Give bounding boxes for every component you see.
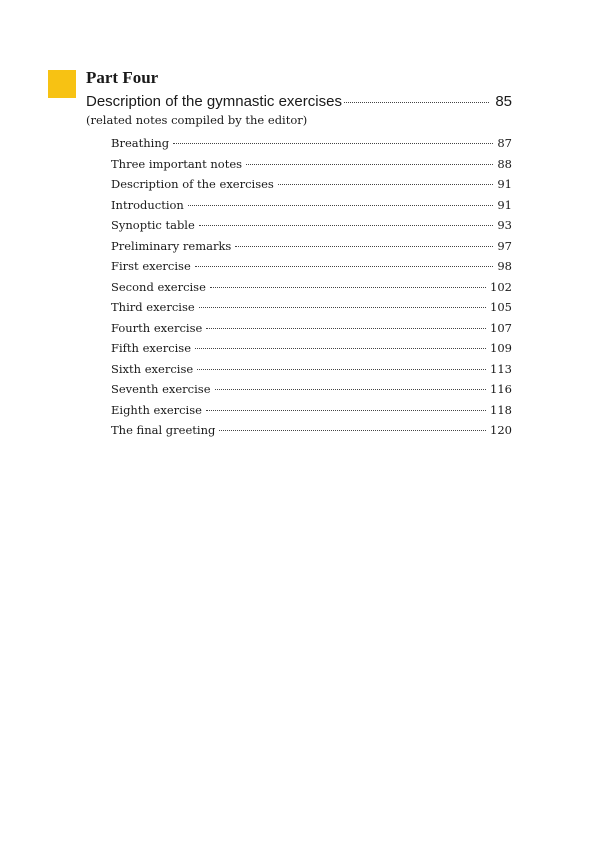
entry-page-number: 105 bbox=[490, 300, 512, 314]
entry-label: Eighth exercise bbox=[111, 402, 202, 417]
entry-label: Three important notes bbox=[111, 156, 243, 171]
toc-entry[interactable] bbox=[111, 382, 512, 403]
toc-entry[interactable] bbox=[111, 239, 512, 260]
dot-leader bbox=[210, 287, 486, 288]
toc-entry[interactable] bbox=[111, 423, 512, 444]
entry-label: Sixth exercise bbox=[111, 361, 194, 376]
dot-leader bbox=[215, 389, 487, 390]
entry-label: Synoptic table bbox=[111, 218, 195, 232]
toc-entries-list bbox=[111, 136, 512, 444]
entry-page-number: 93 bbox=[497, 218, 512, 232]
entry-page-number: 113 bbox=[490, 361, 512, 376]
entry-label: First exercise bbox=[111, 259, 191, 273]
toc-entry[interactable] bbox=[111, 300, 512, 321]
toc-entry[interactable] bbox=[111, 136, 512, 157]
dot-leader bbox=[197, 369, 486, 370]
entry-page-number: 97 bbox=[497, 238, 512, 253]
dot-leader bbox=[195, 348, 486, 349]
entry-label: Seventh exercise bbox=[111, 382, 211, 396]
entry-label: Description of the exercises bbox=[111, 177, 274, 191]
entry-label: Preliminary remarks bbox=[111, 238, 232, 253]
entry-page-number: 116 bbox=[490, 382, 512, 396]
entry-page-number: 87 bbox=[497, 136, 512, 150]
dot-leader bbox=[206, 410, 486, 411]
toc-entry[interactable] bbox=[111, 403, 512, 424]
dot-leader bbox=[344, 102, 489, 103]
dot-leader bbox=[188, 205, 494, 206]
entry-label: Second exercise bbox=[111, 279, 206, 294]
entry-page-number: 91 bbox=[497, 177, 512, 191]
entry-label: Breathing bbox=[111, 136, 170, 150]
dot-leader bbox=[206, 328, 486, 329]
toc-entry[interactable] bbox=[111, 259, 512, 280]
dot-leader bbox=[199, 307, 486, 308]
entry-label: Introduction bbox=[111, 197, 184, 212]
toc-entry[interactable] bbox=[111, 198, 512, 219]
toc-entry[interactable] bbox=[111, 157, 512, 178]
toc-entry[interactable] bbox=[111, 280, 512, 301]
entry-page-number: 88 bbox=[497, 156, 512, 171]
dot-leader bbox=[235, 246, 493, 247]
dot-leader bbox=[173, 143, 493, 144]
part-title: Part Four bbox=[86, 68, 159, 87]
entry-page-number: 118 bbox=[490, 402, 512, 417]
entry-label: The final greeting bbox=[111, 423, 216, 437]
part-marker-square bbox=[48, 70, 76, 98]
toc-chapter-entry[interactable] bbox=[86, 93, 512, 110]
entry-label: Fourth exercise bbox=[111, 320, 203, 335]
entry-label: Third exercise bbox=[111, 300, 195, 314]
chapter-subtitle: (related notes compiled by the editor) bbox=[86, 113, 308, 127]
entry-page-number: 91 bbox=[497, 197, 512, 212]
entry-page-number: 98 bbox=[497, 259, 512, 273]
dot-leader bbox=[199, 225, 494, 226]
entry-page-number: 120 bbox=[490, 423, 512, 437]
toc-entry[interactable] bbox=[111, 177, 512, 198]
entry-page-number: 107 bbox=[490, 320, 512, 335]
dot-leader bbox=[246, 164, 493, 165]
toc-entry[interactable] bbox=[111, 218, 512, 239]
chapter-title: Description of the gymnastic exercises bbox=[86, 93, 342, 110]
chapter-page-number: 85 bbox=[495, 93, 512, 110]
entry-label: Fifth exercise bbox=[111, 341, 192, 355]
dot-leader bbox=[195, 266, 494, 267]
toc-entry[interactable] bbox=[111, 341, 512, 362]
toc-entry[interactable] bbox=[111, 362, 512, 383]
entry-page-number: 102 bbox=[490, 279, 512, 294]
toc-entry[interactable] bbox=[111, 321, 512, 342]
dot-leader bbox=[219, 430, 486, 431]
dot-leader bbox=[278, 184, 494, 185]
entry-page-number: 109 bbox=[490, 341, 512, 355]
